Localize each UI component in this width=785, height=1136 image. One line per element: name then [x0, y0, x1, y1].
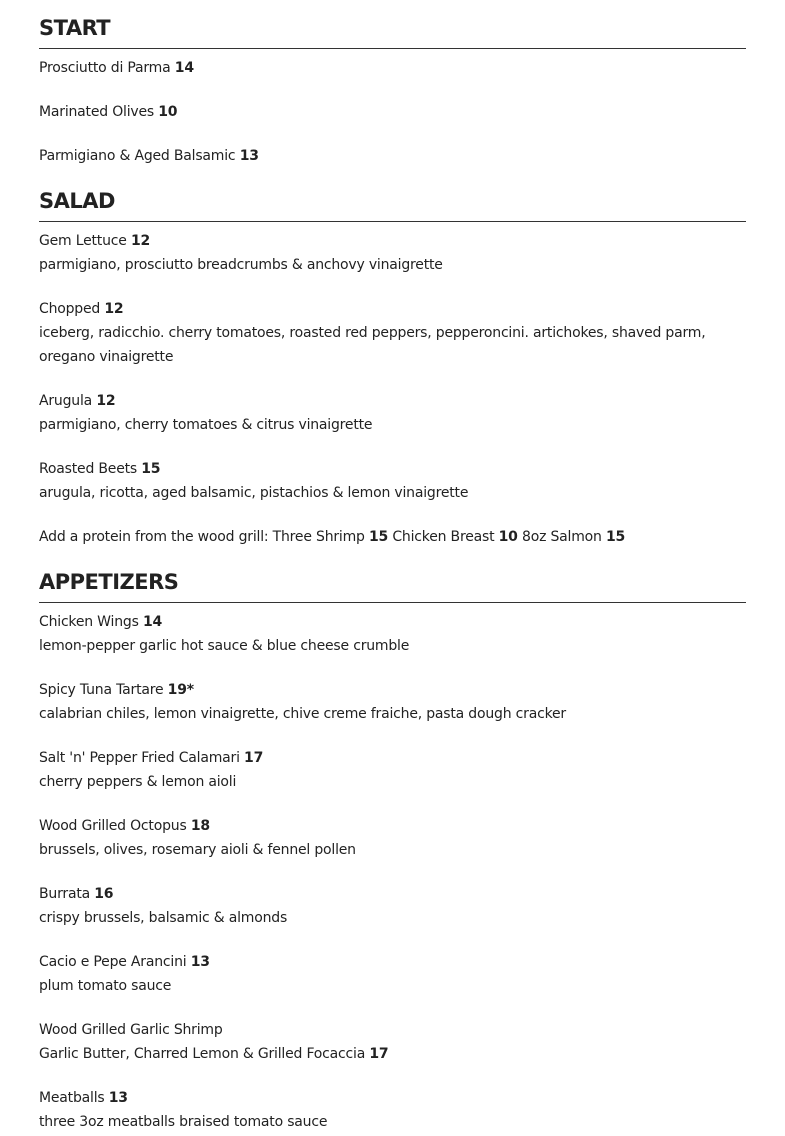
item-name: Burrata: [39, 886, 90, 902]
item-description: brussels, olives, rosemary aioli & fennel pollen: [39, 842, 356, 858]
item-name: Parmigiano & Aged Balsamic: [39, 148, 236, 164]
protein-add-on: [39, 525, 746, 549]
salmon-price: 15: [605, 529, 626, 545]
section-salad: [39, 168, 746, 549]
item-price: 12: [130, 233, 151, 249]
item-price: 15: [141, 461, 161, 477]
item-description: iceberg, radicchio. cherry tomatoes, roasted red peppers, pepperoncini. artichokes, shaved parm, oregano vinaigrette: [39, 325, 706, 365]
menu-item: [39, 56, 746, 80]
menu-page: [39, 0, 746, 1134]
item-name: Wood Grilled Octopus: [39, 818, 187, 834]
menu-item: [39, 297, 746, 369]
item-name: Meatballs: [39, 1090, 105, 1106]
menu-item: [39, 100, 746, 124]
item-description: Garlic Butter, Charred Lemon & Grilled Focaccia: [39, 1046, 366, 1062]
item-description: arugula, ricotta, aged balsamic, pistachios & lemon vinaigrette: [39, 485, 469, 501]
item-price: 17: [369, 1046, 389, 1062]
chicken-price: 10: [498, 529, 518, 545]
menu-item: [39, 389, 746, 437]
menu-item: [39, 610, 746, 658]
appetizers-item-list: [39, 603, 746, 1134]
menu-item: [39, 457, 746, 505]
section-title-appetizers: APPETIZERS: [39, 549, 746, 603]
protein-intro: Add a protein from the wood grill: Three Shrimp: [39, 529, 365, 545]
item-name: Roasted Beets: [39, 461, 137, 477]
section-appetizers: [39, 549, 746, 1134]
item-name: Chopped: [39, 301, 101, 317]
menu-item: [39, 678, 746, 726]
item-name: Wood Grilled Garlic Shrimp: [39, 1022, 223, 1038]
item-description: crispy brussels, balsamic & almonds: [39, 910, 288, 926]
menu-item: [39, 746, 746, 794]
item-name: Gem Lettuce: [39, 233, 127, 249]
item-name: Prosciutto di Parma: [39, 60, 171, 76]
item-price: 12: [104, 301, 124, 317]
menu-item: [39, 882, 746, 930]
menu-item: [39, 1086, 746, 1134]
item-description: cherry peppers & lemon aioli: [39, 774, 237, 790]
item-price: 13: [239, 148, 259, 164]
item-price: 13: [108, 1090, 128, 1106]
item-price: 16: [94, 886, 114, 902]
item-name: Spicy Tuna Tartare: [39, 682, 164, 698]
item-description: calabrian chiles, lemon vinaigrette, chive creme fraiche, pasta dough cracker: [39, 706, 566, 722]
section-start: [39, 0, 746, 168]
menu-item: [39, 1018, 746, 1066]
item-price: 12: [96, 393, 116, 409]
item-description: parmigiano, prosciutto breadcrumbs & anchovy vinaigrette: [39, 257, 443, 273]
item-name: Cacio e Pepe Arancini: [39, 954, 187, 970]
item-description: parmigiano, cherry tomatoes & citrus vinaigrette: [39, 417, 373, 433]
item-description: lemon-pepper garlic hot sauce & blue cheese crumble: [39, 638, 410, 654]
menu-item: [39, 950, 746, 998]
item-name: Salt 'n' Pepper Fried Calamari: [39, 750, 240, 766]
item-name: Marinated Olives: [39, 104, 154, 120]
item-name: Chicken Wings: [39, 614, 139, 630]
salad-item-list: [39, 222, 746, 549]
item-description: three 3oz meatballs braised tomato sauce: [39, 1114, 328, 1130]
item-price: 10: [158, 104, 178, 120]
section-title-salad: SALAD: [39, 168, 746, 222]
menu-item: [39, 814, 746, 862]
item-name: Arugula: [39, 393, 93, 409]
menu-item: [39, 144, 746, 168]
item-price: 14: [142, 614, 163, 630]
menu-item: [39, 229, 746, 277]
item-price: 18: [190, 818, 210, 834]
item-price: 13: [190, 954, 210, 970]
shrimp-price: 15: [369, 529, 389, 545]
start-item-list: [39, 49, 746, 168]
item-price: 14: [174, 60, 194, 76]
chicken-option: Chicken Breast: [392, 529, 495, 545]
item-description: plum tomato sauce: [39, 978, 172, 994]
salmon-option: 8oz Salmon: [522, 529, 602, 545]
item-price: 19*: [167, 682, 194, 698]
item-price: 17: [244, 750, 264, 766]
section-title-start: START: [39, 0, 746, 49]
